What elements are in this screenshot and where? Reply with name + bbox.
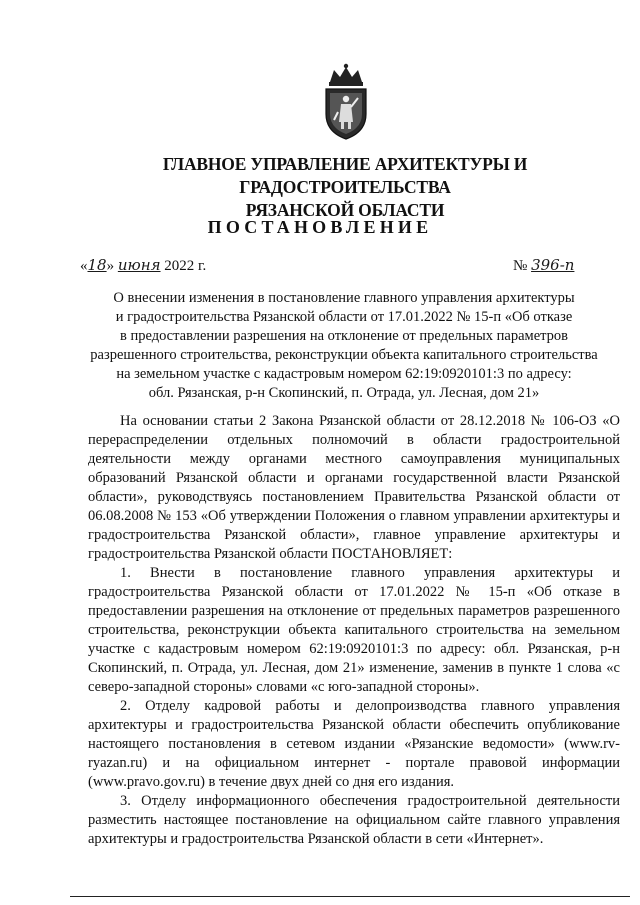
- subject-line: и градостроительства Рязанской области от 17.01.2022 № 15-п «Об отказе: [115, 309, 573, 325]
- date-day: 18: [87, 256, 107, 274]
- org-line-2: РЯЗАНСКОЙ ОБЛАСТИ: [245, 200, 445, 220]
- org-line-1: ГЛАВНОЕ УПРАВЛЕНИЕ АРХИТЕКТУРЫ И ГРАДОСТРОИТЕЛЬСТВА: [162, 154, 528, 197]
- subject-line: О внесении изменения в постановление главного управления архитектуры: [113, 290, 575, 306]
- number-value: 396-п: [531, 256, 575, 274]
- subject-line: на земельном участке с кадастровым номером 62:19:0920101:3 по адресу:: [116, 366, 572, 382]
- subject-line: в предоставлении разрешения на отклонение от предельных параметров: [119, 328, 569, 344]
- document-subject: [84, 289, 604, 403]
- date-open-quote: «: [80, 258, 88, 274]
- subject-line: разрешенного строительства, реконструкции объекта капитального строительства: [90, 347, 598, 363]
- date-month: июня: [117, 256, 161, 274]
- item-1-paragraph: 1. Внести в постановление главного управления архитектуры и градостроительства Рязанской области от 17.01.2022 № 15-п «Об отказе в предоставлении разрешения на отклонение от предельных параметров разрешенного строительства, реконструкции объекта капитального строительства на земельном участке с кадастровым номером 62:19:0920101:3 по адресу: обл. Рязанская, р-н Скопинский, п. Отрада, ул. Лесная, дом 21» изменение, заменив в пункте 1 слова «с северо-западной стороны» словами «с юго-западной стороны».: [88, 565, 620, 695]
- number-prefix: №: [513, 258, 528, 274]
- item-3-paragraph: 3. Отделу информационного обеспечения градостроительной деятельности разместить настоящее постановление на официальном сайте главного управления архитектуры и градостроительства Рязанской области в сети «Интернет».: [88, 793, 620, 847]
- organization-name: [60, 153, 630, 222]
- preamble-paragraph: На основании статьи 2 Закона Рязанской области от 28.12.2018 № 106-ОЗ «О перераспределении отдельных полномочий в области градостроительной деятельности между органами местного самоуправления муниципальных образований Рязанской области и органами государственной власти Рязанской области», руководствуясь постановлением Правительства Рязанской области от 06.08.2008 № 153 «Об утверждении Положения о главном управлении архитектуры и градостроительства Рязанской области», главное управление архитектуры и градостроительства Рязанской области ПОСТАНОВЛЯЕТ:: [88, 413, 620, 562]
- document-date: [80, 256, 206, 275]
- page-bottom-edge: [70, 896, 630, 897]
- coat-of-arms-icon: [316, 62, 376, 142]
- document-type: ПОСТАНОВЛЕНИЕ: [207, 217, 433, 237]
- item-2-paragraph: 2. Отделу кадровой работы и делопроизводства главного управления архитектуры и градостроительства Рязанской области обеспечить опубликование настоящего постановления в сетевом издании «Рязанские ведомости» (www.rv-ryazan.ru) и на официальном интернет - портале правовой информации (www.pravo.gov.ru) в течение двух дней со дня его издания.: [88, 698, 620, 790]
- document-number: [513, 256, 574, 275]
- date-close-quote: »: [106, 258, 115, 274]
- document-body: [88, 412, 620, 849]
- subject-line: обл. Рязанская, р-н Скопинский, п. Отрада, ул. Лесная, дом 21»: [148, 385, 540, 401]
- date-year: 2022 г.: [164, 258, 207, 274]
